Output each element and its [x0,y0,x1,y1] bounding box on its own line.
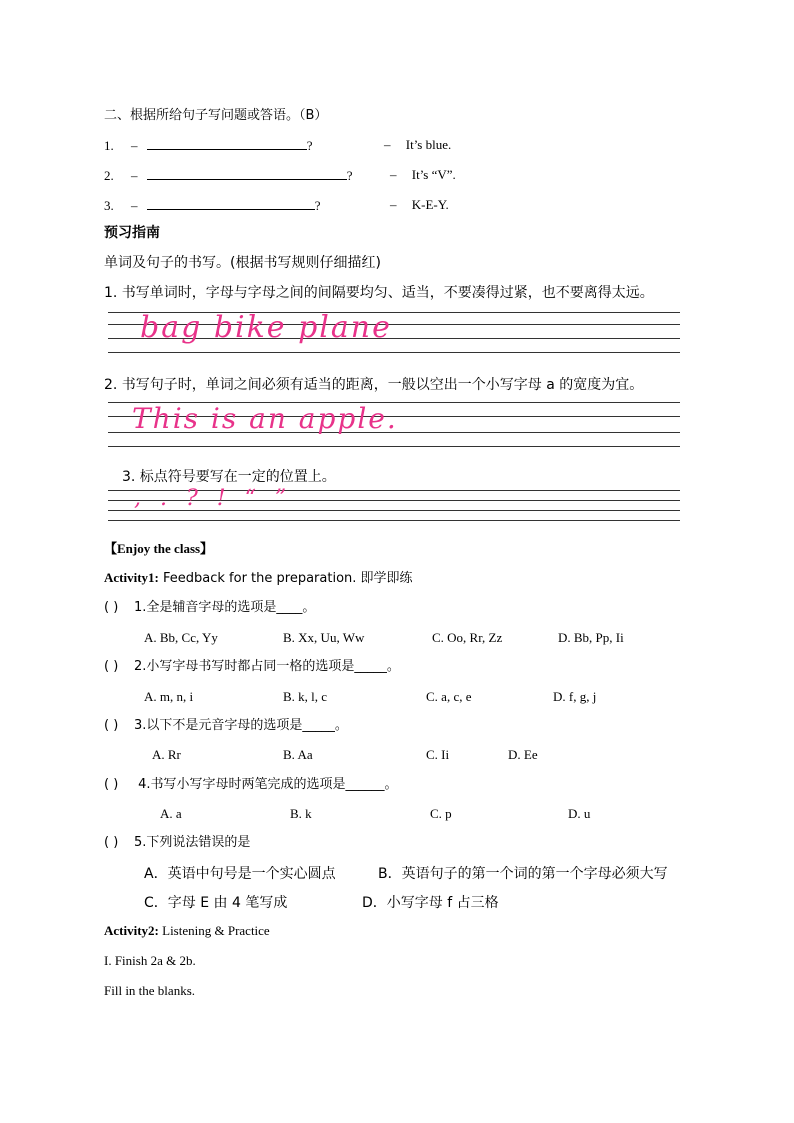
answer-blank[interactable] [147,136,307,150]
option-b[interactable]: B. Aa [283,747,313,762]
question-3 [104,717,348,735]
rule-3: 3. 标点符号要写在一定的位置上。 [122,469,336,485]
item-number: 3. [104,198,114,213]
fill-instruction: Fill in the blanks. [104,983,195,998]
handwriting-sample-sentence: This is an apple. [132,402,398,435]
activity1 [104,569,413,588]
question-4 [104,776,398,794]
option-a[interactable]: A. Rr [152,747,181,762]
question-1 [104,599,315,617]
qa-answer-2 [390,166,456,184]
question-mark: ? [306,138,313,153]
answer-bracket[interactable]: ( ) [104,835,119,850]
dash: – [131,168,138,183]
option-d[interactable]: D. u [568,806,591,821]
option-c[interactable]: C. p [430,806,452,821]
question-mark: ? [314,198,321,213]
rule-2: 2. 书写句子时，单词之间必须有适当的距离，一般以空出一个小写字母 a 的宽度为宜。 [104,377,644,393]
option-c[interactable]: C. a, c, e [426,689,472,704]
answer-bracket[interactable]: ( ) [104,659,119,674]
activity2 [104,922,270,940]
option-b[interactable]: B. k, l, c [283,689,328,704]
dash: – [390,197,397,212]
enjoy-heading: 【Enjoy the class】 [104,541,214,556]
activity1-text: Feedback for the preparation. 即学即练 [158,571,413,586]
question-stem: 2.小写字母书写时都占同一格的选项是_____。 [134,659,400,674]
preview-intro: 单词及句子的书写。(根据书写规则仔细描红) [104,255,381,271]
option-b[interactable]: B. Xx, Uu, Ww [283,630,365,645]
qa-answer-1 [384,136,451,154]
qa-item-1 [104,136,313,155]
option-c[interactable]: C. Ii [426,747,450,762]
option-d[interactable]: D. Bb, Pp, Ii [558,630,624,645]
handwriting-lines-punctuation [108,486,680,522]
question-stem: 1.全是辅音字母的选项是____。 [134,600,316,615]
section-title: 二、根据所给句子写问题或答语。（B） [104,108,328,123]
dash: – [131,198,138,213]
option-c[interactable]: C．字母 E 由 4 笔写成 [144,895,288,911]
handwriting-lines-sentence [108,402,680,448]
answer-text: K-E-Y. [411,197,449,212]
answer-blank[interactable] [147,196,315,210]
option-b[interactable]: B．英语句子的第一个词的第一个字母必须大写 [378,866,668,882]
item-number: 1. [104,138,114,153]
qa-item-3 [104,196,321,215]
dash: – [131,138,138,153]
item-number: 2. [104,168,114,183]
answer-bracket[interactable]: ( ) [104,718,119,733]
answer-bracket[interactable]: ( ) [104,600,119,615]
option-d[interactable]: D. Ee [508,747,538,762]
handwriting-sample-words: bag bike plane [140,310,392,345]
answer-blank[interactable] [147,166,347,180]
dash: – [390,167,397,182]
option-b[interactable]: B. k [290,806,312,821]
option-d[interactable]: D. f, g, j [553,689,597,704]
finish-instruction: I. Finish 2a & 2b. [104,953,196,968]
answer-text: It’s “V”. [411,167,456,182]
option-c[interactable]: C. Oo, Rr, Zz [432,630,503,645]
preview-heading: 预习指南 [104,225,160,241]
option-a[interactable]: A．英语中句号是一个实心圆点 [144,866,336,882]
qa-item-2 [104,166,353,185]
question-2 [104,658,400,676]
handwriting-lines-words [108,312,680,356]
handwriting-sample-punctuation: , . ? ! “ ” [134,486,293,511]
question-stem: 3.以下不是元音字母的选项是_____。 [134,718,348,733]
question-mark: ? [346,168,353,183]
option-a[interactable]: A. Bb, Cc, Yy [144,630,218,645]
activity1-label: Activity1: [104,570,159,585]
question-stem: 4.书写小写字母时两笔完成的选项是______。 [134,777,398,792]
option-d[interactable]: D．小写字母 f 占三格 [362,895,499,911]
activity2-text: Listening & Practice [158,923,270,938]
dash: – [384,137,391,152]
activity2-label: Activity2: [104,923,159,938]
qa-answer-3 [390,196,449,214]
answer-bracket[interactable]: ( ) [104,777,119,792]
rule-1: 1. 书写单词时，字母与字母之间的间隔要均匀、适当，不要凑得过紧，也不要离得太远。 [104,285,654,301]
option-a[interactable]: A. m, n, i [144,689,194,704]
option-a[interactable]: A. a [160,806,182,821]
answer-text: It’s blue. [405,137,452,152]
question-5 [104,834,250,852]
question-stem: 5.下列说法错误的是 [134,835,251,850]
